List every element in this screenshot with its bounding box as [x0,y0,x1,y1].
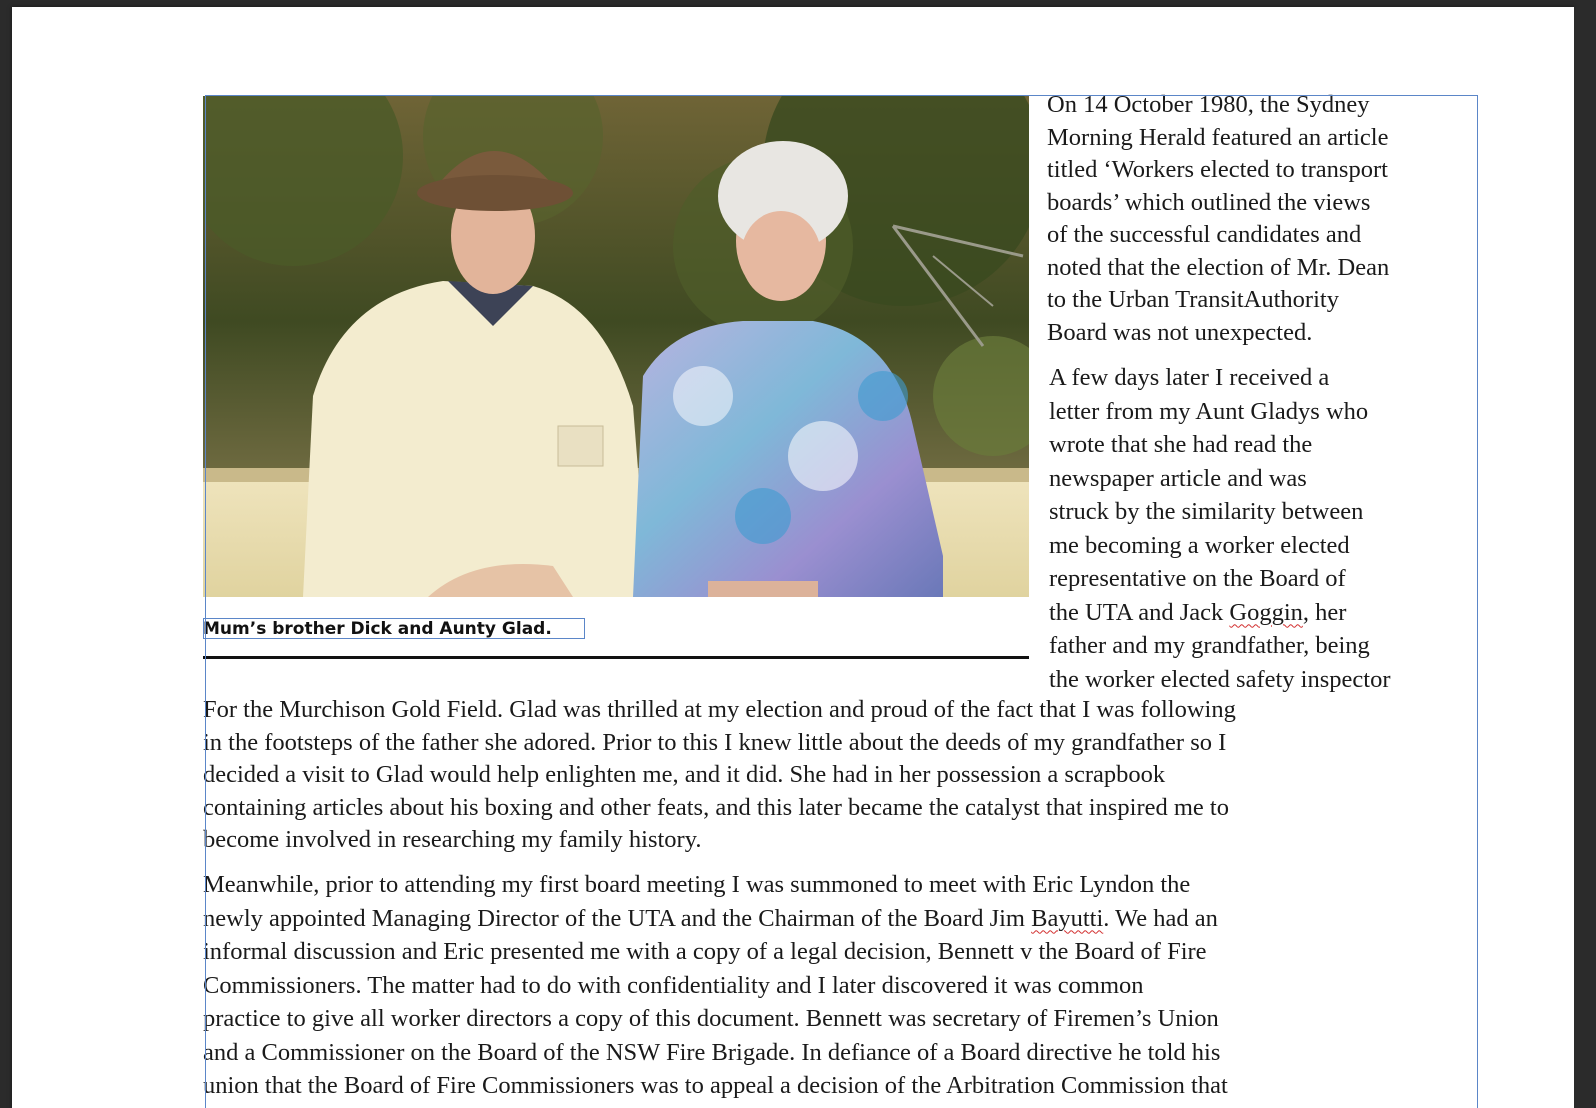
text-line: and a Commissioner on the Board of the NSW Fire Brigade. In defiance of a Board directive he told his [203,1038,1221,1066]
text-line: Commissioners. The matter had to do with confidentiality and I later discovered it was common [203,971,1144,999]
misspelled-word[interactable]: Goggin [1229,598,1303,626]
text-line: the worker elected safety inspector [1049,665,1391,693]
text-segment: . We had an [1103,904,1218,932]
text-line: become involved in researching my family history. [203,826,702,853]
text-line: decided a visit to Glad would help enlighten me, and it did. She had in her possession a scrapbook [203,761,1166,788]
document-page [12,7,1574,1108]
text-line: representative on the Board of [1049,565,1346,592]
text-segment: newly appointed Managing Director of the UTA and the Chairman of the Board Jim [203,904,1032,932]
text-line: informal discussion and Eric presented me with a copy of a legal decision, Bennett v the Board of Fire [203,938,1207,965]
text-line: noted that the election of Mr. Dean [1047,253,1390,281]
body-paragraph-2 [203,868,1478,1103]
text-line: titled ‘Workers elected to transport [1047,156,1388,183]
text-line: A few days later I received a [1049,364,1330,391]
photo-caption: Mum’s brother Dick and Aunty Glad. [203,619,552,639]
side-paragraph-2 [1049,361,1479,696]
text-line: newspaper article and was [1049,464,1307,492]
text-line: boards’ which outlined the views [1047,188,1371,216]
text-line: For the Murchison Gold Field. Glad was thrilled at my election and proud of the fact that I was following [203,696,1236,723]
text-line: to the Urban TransitAuthority [1047,286,1339,313]
text-line: practice to give all worker directors a copy of this document. Bennett was secretary of Firemen’s Union [203,1005,1219,1032]
text-line: union that the Board of Fire Commissioners was to appeal a decision of the Arbitration Commission that [203,1072,1228,1099]
photograph-icon [203,96,1029,597]
text-line: On 14 October 1980, the Sydney [1047,91,1370,118]
text-line: wrote that she had read the [1049,431,1313,458]
text-line [203,902,1478,936]
body-paragraph-1 [203,694,1478,857]
text-line: Meanwhile, prior to attending my first board meeting I was summoned to meet with Eric Lyndon the [203,871,1191,898]
text-line: in the footsteps of the father she adored. Prior to this I knew little about the deeds of my grandfather so I [203,728,1227,756]
text-line: containing articles about his boxing and other feats, and this later became the catalyst that inspired me to [203,793,1229,821]
text-line: Morning Herald featured an article [1047,123,1389,151]
misspelled-word[interactable]: Bayutti [1031,904,1104,932]
text-line: Board was not unexpected. [1047,318,1313,346]
text-line: struck by the similarity between [1049,498,1364,525]
text-segment: the UTA and Jack [1049,598,1230,626]
family-photo[interactable] [203,96,1029,597]
text-line: letter from my Aunt Gladys who [1049,397,1369,425]
text-line [1049,596,1479,630]
text-line: me becoming a worker elected [1049,531,1350,559]
text-segment: , her [1302,598,1347,626]
text-line: of the successful candidates and [1047,221,1362,248]
text-line: father and my grandfather, being [1049,632,1370,659]
side-paragraph-1 [1047,89,1477,349]
window-edge [1574,7,1596,1108]
divider-line [203,656,1029,659]
